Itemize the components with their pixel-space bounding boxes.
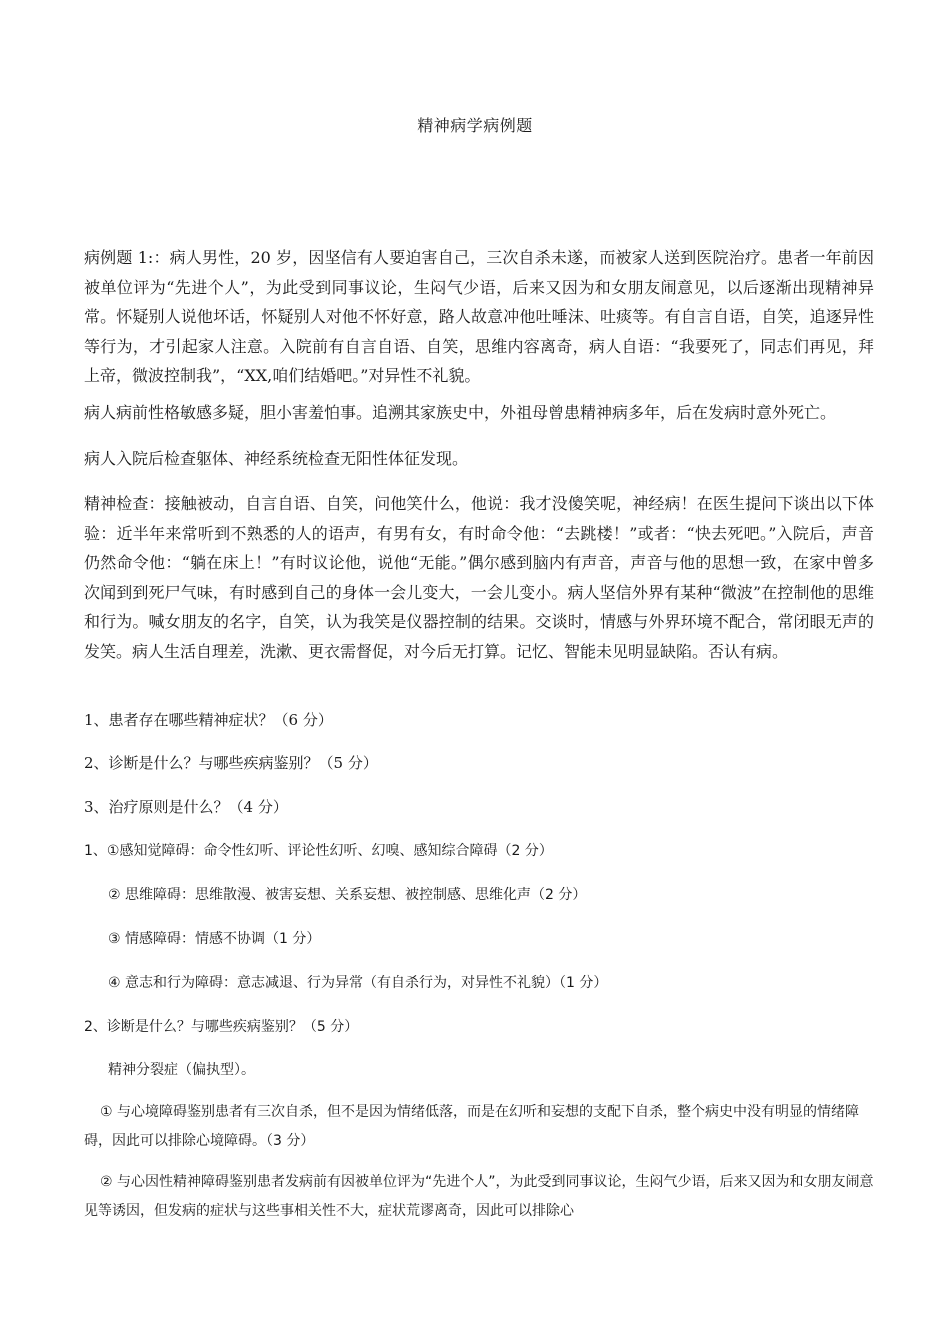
answer-2-diff-mood: ① 与心境障碍鉴别患者有三次自杀，但不是因为情绪低落，而是在幻听和妄想的支配下自杀，整个病史中没有明显的情绪障碍，因此可以排除心境障碍。（3 分） xyxy=(84,1104,859,1149)
answer-1-item-emotion: ③ 情感障碍：情感不协调（1 分） xyxy=(108,931,321,947)
document-title: 精神病学病例题 xyxy=(417,116,533,135)
case-description: 病例题 1:：病人男性，20 岁，因坚信有人要迫害自己，三次自杀未遂，而被家人送到医院治疗。患者一年前因被单位评为“先进个人”，为此受到同事议论，生闷气少语，后来又因为和女朋友闹意见，以后逐渐出现精神异常。怀疑别人说他坏话，怀疑别人对他不怀好意，路人故意冲他吐唾沫、吐痰等。有自言自语，自笑，追逐异性等行为，才引起家人注意。入院前有自言自语、自笑，思维内容离奇，病人自语：“我要死了，同志们再见，拜上帝，微波控制我”，“XX,咱们结婚吧。”对异性不礼貌。 xyxy=(84,248,874,385)
question-2: 2、诊断是什么？与哪些疾病鉴别？（5 分） xyxy=(84,754,378,772)
mental-exam: 精神检查：接触被动，自言自语、自笑，问他笑什么，他说：我才没傻笑呢，神经病！在医生提问下谈出以下体验：近半年来常听到不熟悉的人的语声，有男有女，有时命令他：“去跳楼！”或者：“快去死吧。”入院后，声音仍然命令他：“躺在床上！”有时议论他，说他“无能。”偶尔感到脑内有声音，声音与他的思想一致，在家中曾多次闻到到死尸气味，有时感到自己的身体一会儿变大，一会儿变小。病人坚信外界有某种“微波”在控制他的思维和行为。喊女朋友的名字，自笑，认为我笑是仪器控制的结果。交谈时，情感与外界环境不配合，常闭眼无声的发笑。病人生活自理差，洗漱、更衣需督促，对今后无打算。记忆、智能未见明显缺陷。否认有病。 xyxy=(84,494,874,661)
physical-exam: 病人入院后检查躯体、神经系统检查无阳性体征发现。 xyxy=(84,449,469,468)
premorbid-history: 病人病前性格敏感多疑，胆小害羞怕事。追溯其家族史中，外祖母曾患精神病多年，后在发病时意外死亡。 xyxy=(84,403,837,422)
answer-2-heading: 2、诊断是什么？与哪些疾病鉴别？（5 分） xyxy=(84,1019,359,1035)
answer-2-diagnosis: 精神分裂症（偏执型）。 xyxy=(108,1062,255,1078)
question-3: 3、治疗原则是什么？（4 分） xyxy=(84,798,288,816)
answer-2-diff-psychogenic: ② 与心因性精神障碍鉴别患者发病前有因被单位评为“先进个人”，为此受到同事议论，生闷气少语，后来又因为和女朋友闹意见等诱因，但发病的症状与这些事相关性不大，症状荒谬离奇，因此可以排除心 xyxy=(84,1174,874,1219)
answer-1-item-thought: ② 思维障碍：思维散漫、被害妄想、关系妄想、被控制感、思维化声（2 分） xyxy=(108,887,587,903)
question-1: 1、患者存在哪些精神症状？（6 分） xyxy=(84,711,333,729)
answer-1-item-will: ④ 意志和行为障碍：意志减退、行为异常（有自杀行为，对异性不礼貌）（1 分） xyxy=(108,975,608,991)
answer-1-lead: 1、①感知觉障碍：命令性幻听、评论性幻听、幻嗅、感知综合障碍（2 分） xyxy=(84,843,553,859)
